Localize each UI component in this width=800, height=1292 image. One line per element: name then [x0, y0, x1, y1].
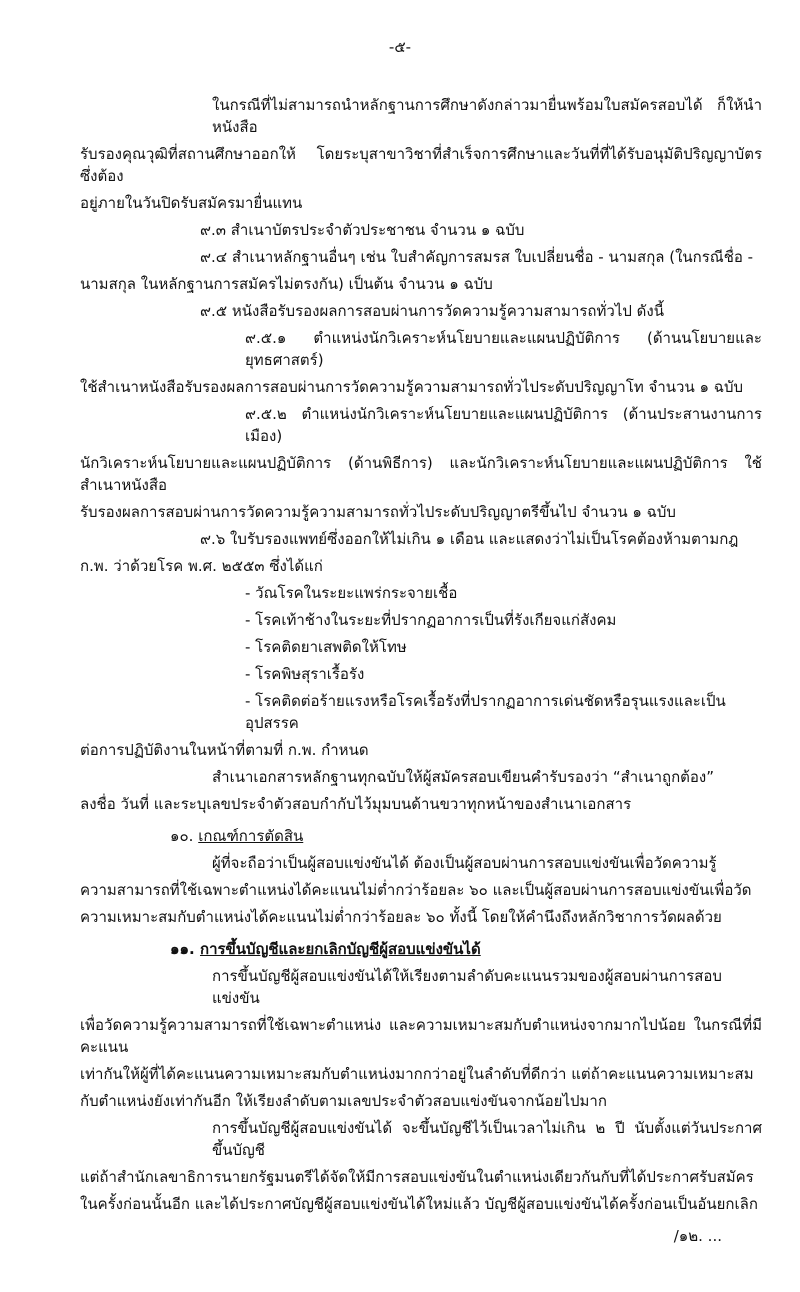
section-title: การขึ้นบัญชีและยกเลิกบัญชีผู้สอบแข่งขันได้	[199, 940, 481, 958]
list-item: - โรคเท้าช้างในระยะที่ปรากฏอาการเป็นที่รังเกียจแก่สังคม	[245, 611, 617, 629]
paragraph-line: นามสกุล ในหลักฐานการสมัครไม่ตรงกัน) เป็นต้น จำนวน ๑ ฉบับ	[80, 275, 493, 293]
section-10-heading	[80, 825, 762, 847]
paragraph-line: อยู่ภายในวันปิดรับสมัครมายื่นแทน	[80, 194, 303, 212]
paragraph-line: เท่ากันให้ผู้ที่ได้คะแนนความเหมาะสมกับตำแหน่งมากกว่าอยู่ในลำดับที่ดีกว่า แต่ถ้าคะแนนความเหมาะสม	[80, 1065, 754, 1083]
item-9-4: ๙.๔ สำเนาหลักฐานอื่นๆ เช่น ใบสำคัญการสมรส ใบเปลี่ยนชื่อ - นามสกุล (ในกรณีชื่อ -	[200, 248, 754, 266]
section-number: ๑๐.	[170, 827, 194, 845]
paragraph-line: กับตำแหน่งยังเท่ากันอีก ให้เรียงลำดับตามเลขประจำตัวสอบแข่งขันจากน้อยไปมาก	[80, 1092, 607, 1110]
paragraph-line: ในครั้งก่อนนั้นอีก และได้ประกาศบัญชีผู้สอบแข่งขันได้ใหม่แล้ว บัญชีผู้สอบแข่งขันได้ครั้งก่อนเป็นอันยกเลิก	[80, 1195, 758, 1213]
paragraph-line: รับรองคุณวุฒิที่สถานศึกษาออกให้ โดยระบุสาขาวิชาที่สำเร็จการศึกษาและวันที่ที่ได้รับอนุมัติปริญญาบัตร ซึ่งต้อง	[80, 145, 762, 185]
paragraph-line: การขึ้นบัญชีผู้สอบแข่งขันได้ จะขึ้นบัญชีไว้เป็นเวลาไม่เกิน ๒ ปี นับตั้งแต่วันประกาศขึ้นบัญชี	[212, 1119, 762, 1159]
paragraph-line: แต่ถ้าสำนักเลขาธิการนายกรัฐมนตรีได้จัดให้มีการสอบแข่งขันในตำแหน่งเดียวกันกับที่ได้ประกาศรับสมัคร	[80, 1168, 754, 1186]
paragraph-line: เพื่อวัดความรู้ความสามารถที่ใช้เฉพาะตำแหน่ง และความเหมาะสมกับตำแหน่งจากมากไปน้อย ในกรณีที่มีคะแนน	[80, 1016, 762, 1056]
paragraph-line: ความสามารถที่ใช้เฉพาะตำแหน่งได้คะแนนไม่ต่ำกว่าร้อยละ ๖๐ และเป็นผู้สอบผ่านการสอบแข่งขันเพื่อวัด	[80, 881, 752, 899]
item-9-3: ๙.๓ สำเนาบัตรประจำตัวประชาชน จำนวน ๑ ฉบับ	[200, 221, 525, 239]
section-title: เกณฑ์การตัดสิน	[198, 827, 304, 845]
paragraph-line: รับรองผลการสอบผ่านการวัดความรู้ความสามารถทั่วไประดับปริญญาตรีขึ้นไป จำนวน ๑ ฉบับ	[80, 503, 676, 521]
list-item: - โรคติดยาเสพติดให้โทษ	[245, 638, 407, 656]
paragraph-line: ผู้ที่จะถือว่าเป็นผู้สอบแข่งขันได้ ต้องเป็นผู้สอบผ่านการสอบแข่งขันเพื่อวัดความรู้	[212, 854, 717, 872]
paragraph-line: ก.พ. ว่าด้วยโรค พ.ศ. ๒๕๕๓ ซึ่งได้แก่	[80, 557, 323, 575]
paragraph-line: ความเหมาะสมกับตำแหน่งได้คะแนนไม่ต่ำกว่าร้อยละ ๖๐ ทั้งนี้ โดยให้คำนึงถึงหลักวิชาการวัดผลด้วย	[80, 908, 722, 926]
paragraph-line: ในกรณีที่ไม่สามารถนำหลักฐานการศึกษาดังกล่าวมายื่นพร้อมใบสมัครสอบได้ ก็ให้นำหนังสือ	[212, 96, 762, 136]
item-9-5-1: ๙.๕.๑ ตำแหน่งนักวิเคราะห์นโยบายและแผนปฏิบัติการ (ด้านนโยบายและยุทธศาสตร์)	[245, 329, 762, 369]
paragraph-line: ต่อการปฏิบัติงานในหน้าที่ตามที่ ก.พ. กำหนด	[80, 741, 369, 759]
item-9-5: ๙.๕ หนังสือรับรองผลการสอบผ่านการวัดความรู้ความสามารถทั่วไป ดังนี้	[200, 302, 664, 320]
paragraph-line: การขึ้นบัญชีผู้สอบแข่งขันได้ให้เรียงตามลำดับคะแนนรวมของผู้สอบผ่านการสอบแข่งขัน	[212, 967, 722, 1007]
list-item: - โรคติดต่อร้ายแรงหรือโรคเรื้อรังที่ปรากฏอาการเด่นชัดหรือรุนแรงและเป็นอุปสรรค	[245, 692, 726, 732]
paragraph-line: นักวิเคราะห์นโยบายและแผนปฏิบัติการ (ด้านพิธีการ) และนักวิเคราะห์นโยบายและแผนปฏิบัติการ ใช้สำเนาหนังสือ	[80, 454, 762, 494]
page-number: -๕-	[388, 38, 412, 56]
list-item: - โรคพิษสุราเรื้อรัง	[245, 665, 365, 683]
section-11-heading	[80, 938, 762, 960]
item-9-6: ๙.๖ ใบรับรองแพทย์ซึ่งออกให้ไม่เกิน ๑ เดือน และแสดงว่าไม่เป็นโรคต้องห้ามตามกฎ	[200, 530, 739, 548]
paragraph-line: ลงชื่อ วันที่ และระบุเลขประจำตัวสอบกำกับไว้มุมบนด้านขวาทุกหน้าของสำเนาเอกสาร	[80, 795, 632, 813]
paragraph-line: ใช้สำเนาหนังสือรับรองผลการสอบผ่านการวัดความรู้ความสามารถทั่วไประดับปริญญาโท จำนวน ๑ ฉบับ	[80, 378, 744, 396]
section-number: ๑๑.	[170, 940, 195, 958]
item-9-5-2: ๙.๕.๒ ตำแหน่งนักวิเคราะห์นโยบายและแผนปฏิบัติการ (ด้านประสานงานการเมือง)	[245, 405, 762, 445]
list-item: - วัณโรคในระยะแพร่กระจายเชื้อ	[245, 584, 458, 602]
continuation-marker: /๑๒. ...	[673, 1227, 722, 1245]
paragraph-line: สำเนาเอกสารหลักฐานทุกฉบับให้ผู้สมัครสอบเขียนคำรับรองว่า “สำเนาถูกต้อง”	[212, 768, 715, 786]
